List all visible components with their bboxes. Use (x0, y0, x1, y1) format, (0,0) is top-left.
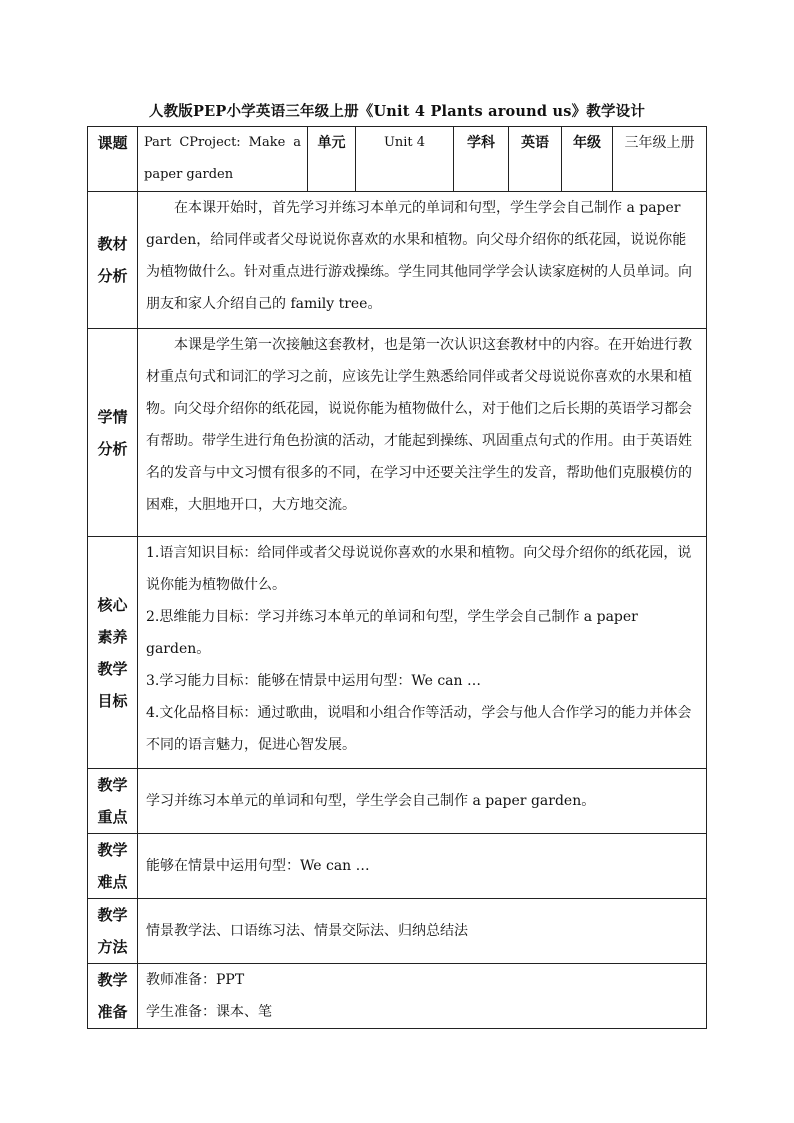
student-analysis-cell (138, 329, 707, 537)
textbook-analysis-text: 在本课开始时，首先学习并练习本单元的单词和句型，学生学会自己制作 a paper garden，给同伴或者父母说说你喜欢的水果和植物。向父母介绍你的纸花园，说说你能为植物做什么。针对重点进行游戏操练。学生同其他同学学会认读家庭树的人员单词。向朋友和家人介绍自己的 family tree。 (146, 200, 692, 312)
difficulties-text: 能够在情景中运用句型：We can … (138, 834, 707, 899)
key-points-row (88, 769, 707, 834)
label-line: 教材 (97, 235, 128, 253)
methods-text: 情景教学法、口语练习法、情景交际法、归纳总结法 (138, 899, 707, 964)
textbook-analysis-label (88, 192, 138, 329)
preparation-cell (138, 964, 707, 1029)
label-line: 准备 (97, 1003, 128, 1021)
goal-item: 4.文化品格目标：通过歌曲，说唱和小组合作等活动，学会与他人合作学习的能力并体会不同的语言魅力，促进心智发展。 (146, 705, 692, 753)
document-title: 人教版PEP小学英语三年级上册《Unit 4 Plants around us》教学设计 (148, 103, 646, 120)
label-line: 方法 (97, 938, 128, 956)
label-line: 分析 (97, 267, 128, 285)
topic-label: 课题 (88, 127, 138, 192)
key-points-text: 学习并练习本单元的单词和句型，学生学会自己制作 a paper garden。 (138, 769, 707, 834)
label-line: 素养 (97, 627, 128, 646)
student-analysis-text: 本课是学生第一次接触这套教材，也是第一次认识这套教材中的内容。在开始进行教材重点句式和词汇的学习之前，应该先让学生熟悉给同伴或者父母说说你喜欢的水果和植物。向父母介绍你的纸花园，说说你能为植物做什么，对于他们之后长期的英语学习都会有帮助。带学生进行角色扮演的活动，才能起到操练、巩固重点句式的作用。由于英语姓名的发音与中文习惯有很多的不同，在学习中还要关注学生的发音，帮助他们克服模仿的困难，大胆地开口，大方地交流。 (146, 337, 692, 513)
key-points-label (88, 769, 138, 834)
student-analysis-row (88, 329, 707, 537)
label-line: 教学 (97, 659, 128, 678)
grade-value: 三年级上册 (613, 127, 707, 192)
label-line: 难点 (97, 873, 128, 891)
lesson-plan-table (87, 126, 707, 1029)
student-preparation: 学生准备：课本、笔 (146, 1004, 272, 1020)
preparation-row (88, 964, 707, 1029)
label-line: 教学 (97, 906, 128, 924)
textbook-analysis-row (88, 192, 707, 329)
methods-row (88, 899, 707, 964)
label-line: 重点 (97, 808, 128, 826)
unit-label: 单元 (308, 127, 356, 192)
methods-label (88, 899, 138, 964)
teacher-preparation: 教师准备：PPT (146, 972, 245, 988)
goals-row (88, 537, 707, 769)
label-line: 目标 (97, 691, 128, 710)
unit-value: Unit 4 (356, 127, 454, 192)
label-line: 分析 (97, 439, 128, 458)
header-row (88, 127, 707, 192)
difficulties-label (88, 834, 138, 899)
subject-value: 英语 (509, 127, 562, 192)
goal-item: 3.学习能力目标：能够在情景中运用句型：We can … (146, 673, 481, 689)
label-line: 教学 (97, 776, 128, 794)
topic-value: Part CProject: Make a paper garden (138, 127, 308, 192)
goal-item: 1.语言知识目标：给同伴或者父母说说你喜欢的水果和植物。向父母介绍你的纸花园，说说你能为植物做什么。 (146, 545, 692, 593)
difficulties-row (88, 834, 707, 899)
goals-cell (138, 537, 707, 769)
label-line: 教学 (97, 971, 128, 989)
label-line: 教学 (97, 841, 128, 859)
preparation-label (88, 964, 138, 1029)
subject-label: 学科 (454, 127, 509, 192)
textbook-analysis-cell (138, 192, 707, 329)
goals-label (88, 537, 138, 769)
student-analysis-label (88, 329, 138, 537)
label-line: 学情 (97, 407, 128, 426)
goal-item: 2.思维能力目标：学习并练习本单元的单词和句型，学生学会自己制作 a paper garden。 (146, 609, 638, 657)
grade-label: 年级 (562, 127, 613, 192)
label-line: 核心 (97, 595, 128, 614)
